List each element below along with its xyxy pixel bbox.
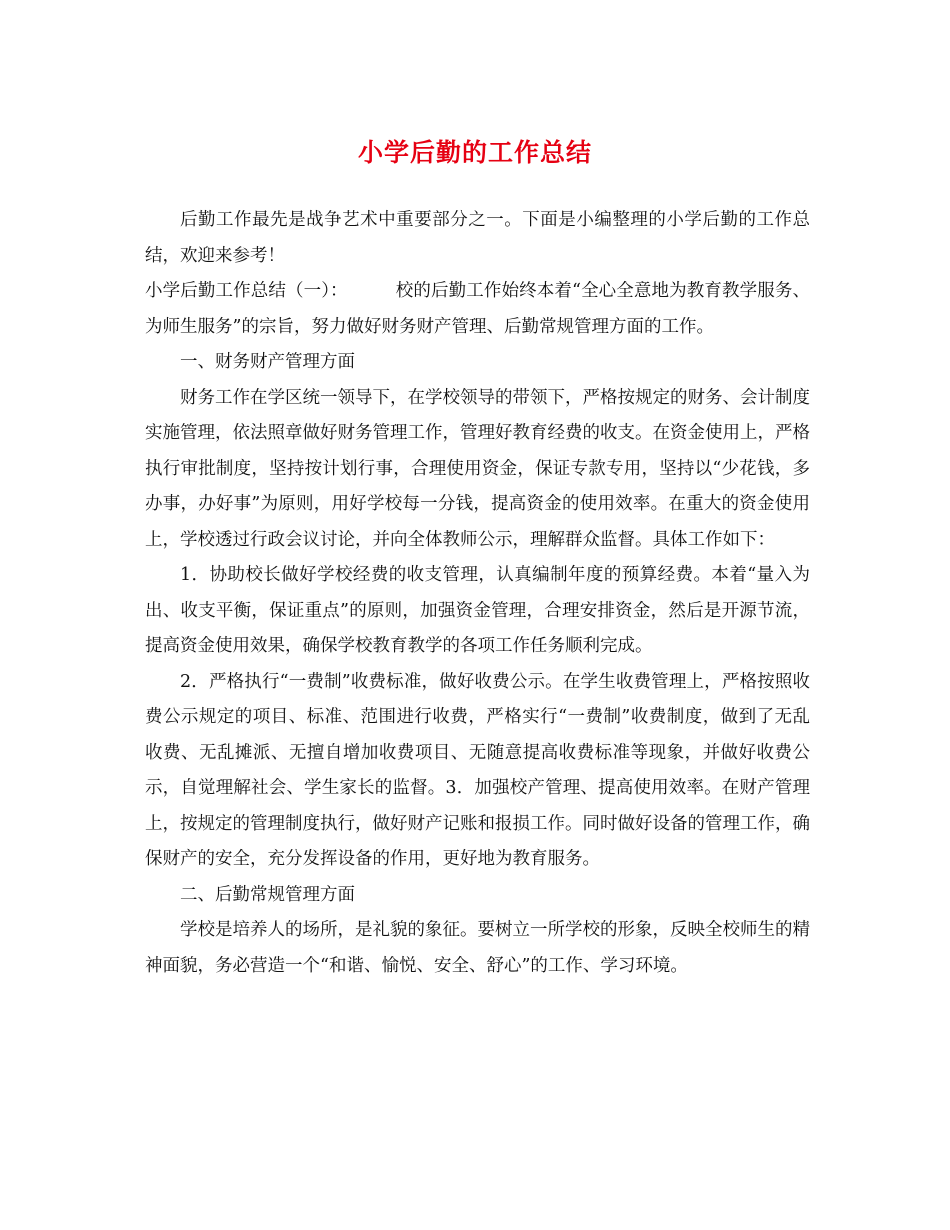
heading-finance: 一、财务财产管理方面 (180, 352, 355, 372)
section-label: 小学后勤工作总结（一）： (145, 281, 348, 301)
heading-routine: 二、后勤常规管理方面 (180, 884, 355, 905)
document-body (145, 203, 810, 984)
item-2-3-paragraph: 2．严格执行“一费制”收费标准，做好收费公示。在学生收费管理上，严格按照收费公示规定的项目、标准、范围进行收费，严格实行“一费制”收费制度，做到了无乱收费、无乱摊派、无擅自增加收费项目、无随意提高收费标准等现象，并做好收费公示，自觉理解社会、学生家长的监督。3．加强校产管理、提高使用效率。在财产管理上，按规定的管理制度执行，做好财产记账和报损工作。同时做好设备的管理工作，确保财产的安全，充分发挥设备的作用，更好地为教育服务。 (145, 671, 810, 869)
section-lead: 校的后勤工作始终本着“全心全意地为教育教学服务、为师生服务”的宗旨，努力做好财务财产管理、后勤常规管理方面的工作。 (145, 281, 810, 337)
section-paragraph (145, 274, 810, 345)
intro-paragraph: 后勤工作最先是战争艺术中重要部分之一。下面是小编整理的小学后勤的工作总结，欢迎来参考！ (145, 210, 810, 266)
routine-paragraph: 学校是培养人的场所，是礼貌的象征。要树立一所学校的形象，反映全校师生的精神面貌，务必营造一个“和谐、愉悦、安全、舒心”的工作、学习环境。 (145, 920, 810, 976)
finance-paragraph: 财务工作在学区统一领导下，在学校领导的带领下，严格按规定的财务、会计制度实施管理，依法照章做好财务管理工作，管理好教育经费的收支。在资金使用上，严格执行审批制度，坚持按计划行事，合理使用资金，保证专款专用，坚持以“少花钱，多办事，办好事”为原则，用好学校每一分钱，提高资金的使用效率。在重大的资金使用上，学校透过行政会议讨论，并向全体教师公示，理解群众监督。具体工作如下： (145, 387, 810, 550)
document-title: 小学后勤的工作总结 (357, 138, 592, 167)
item-1-paragraph: 1．协助校长做好学校经费的收支管理，认真编制年度的预算经费。本着“量入为出、收支平衡，保证重点”的原则，加强资金管理，合理安排资金，然后是开源节流，提高资金使用效果，确保学校教育教学的各项工作任务顺利完成。 (145, 565, 810, 656)
